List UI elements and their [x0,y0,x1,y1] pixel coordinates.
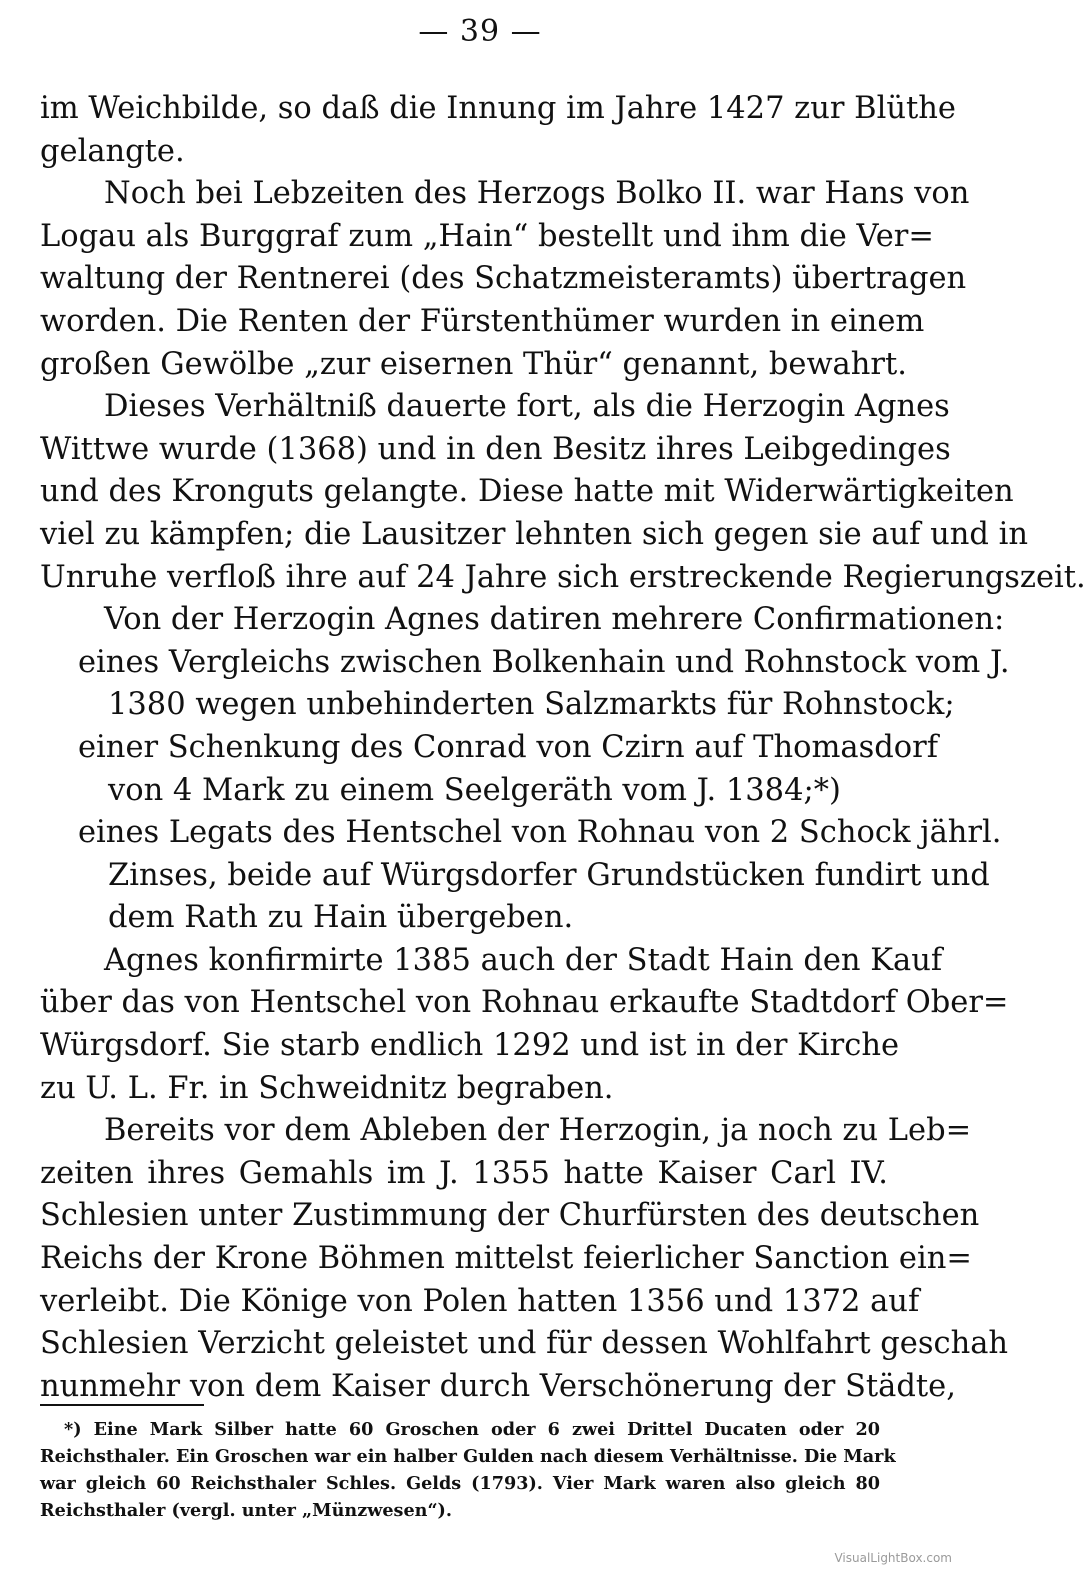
footnote-line: Reichsthaler. Ein Groschen war ein halber Gulden nach diesem Verhältnisse. Die Mark [40,1446,896,1467]
text-line: worden. Die Renten der Fürstenthümer wurden in einem [40,303,925,339]
text-line: zeiten ihres Gemahls im J. 1355 hatte Kaiser Carl IV. [40,1155,888,1191]
text-line: Bereits vor dem Ableben der Herzogin, ja noch zu Leb= [104,1113,972,1149]
text-line: eines Vergleichs zwischen Bolkenhain und Rohnstock vom J. [78,644,1010,680]
text-line: waltung der Rentnerei (des Schatzmeisteramts) übertragen [40,261,967,297]
text-line: Schlesien unter Zustimmung der Churfürsten des deutschen [40,1198,980,1234]
text-line: zu U. L. Fr. in Schweidnitz begraben. [40,1070,614,1106]
text-line: Wittwe wurde (1368) und in den Besitz ihres Leibgedinges [40,431,951,467]
text-line: und des Kronguts gelangte. Diese hatte mit Widerwärtigkeiten [40,474,1014,510]
text-line: einer Schenkung des Conrad von Czirn auf Thomasdorf [78,729,939,765]
text-line: Würgsdorf. Sie starb endlich 1292 und ist in der Kirche [40,1028,900,1064]
page-number-header: — 39 — [418,14,542,49]
footnote-divider [40,1404,204,1406]
text-line: verleibt. Die Könige von Polen hatten 1356 und 1372 auf [40,1283,920,1319]
footnote [40,1416,896,1524]
text-line: Zinses, beide auf Würgsdorfer Grundstücken fundirt und [108,857,990,893]
text-line: Reichs der Krone Böhmen mittelst feierlicher Sanction ein= [40,1241,972,1277]
text-line: 1380 wegen unbehinderten Salzmarkts für Rohnstock; [108,687,955,723]
text-line: über das von Hentschel von Rohnau erkaufte Stadtdorf Ober= [40,985,1009,1021]
footnote-line: Reichsthaler (vergl. unter „Münzwesen“). [40,1500,453,1521]
text-line: im Weichbilde, so daß die Innung im Jahre 1427 zur Blüthe [40,91,956,126]
text-line: nunmehr von dem Kaiser durch Verschönerung der Städte, [40,1368,956,1404]
text-line: eines Legats des Hentschel von Rohnau von 2 Schock jährl. [78,815,1002,851]
text-line: gelangte. [40,133,185,169]
text-line: Von der Herzogin Agnes datiren mehrere Confirmationen: [104,602,1005,638]
footnote-line: war gleich 60 Reichsthaler Schles. Gelds (1793). Vier Mark waren also gleich 80 [40,1473,880,1494]
text-line: Noch bei Lebzeiten des Herzogs Bolko II. war Hans von [104,176,970,212]
text-line: dem Rath zu Hain übergeben. [108,900,574,936]
text-line: Logau als Burggraf zum „Hain“ bestellt und ihm die Ver= [40,218,934,254]
watermark: VisualLightBox.com [834,1551,952,1565]
text-line: großen Gewölbe „zur eisernen Thür“ genannt, bewahrt. [40,346,907,382]
footnote-line: *) Eine Mark Silber hatte 60 Groschen oder 6 zwei Drittel Ducaten oder 20 [64,1419,880,1440]
text-line: Agnes konfirmirte 1385 auch der Stadt Hain den Kauf [104,942,943,978]
text-line: Dieses Verhältniß dauerte fort, als die Herzogin Agnes [104,389,950,425]
text-line: viel zu kämpfen; die Lausitzer lehnten sich gegen sie auf und in [40,516,1029,552]
text-line: Schlesien Verzicht geleistet und für dessen Wohlfahrt geschah [40,1326,1009,1362]
body-text [40,88,1086,1408]
text-line: Unruhe verfloß ihre auf 24 Jahre sich erstreckende Regierungszeit. [40,559,1086,595]
text-line: von 4 Mark zu einem Seelgeräth vom J. 1384;*) [108,772,841,808]
